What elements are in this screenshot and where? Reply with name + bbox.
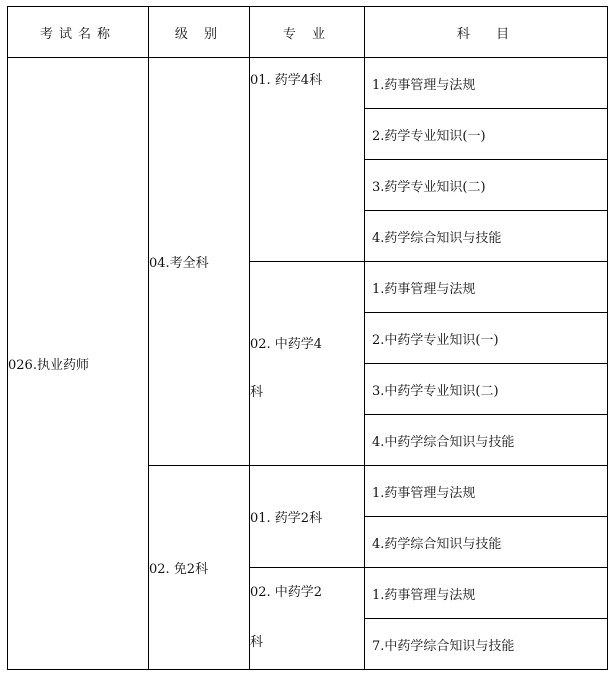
major-cell: [250, 568, 365, 670]
subject-cell: 2.中药学专业知识(一): [365, 313, 608, 364]
subject-cell: 3.中药学专业知识(二): [365, 364, 608, 415]
major-label-line2: 科: [250, 385, 264, 400]
header-exam-name: 考试名称: [8, 7, 149, 58]
table-row: [8, 58, 608, 109]
major-cell: 01. 药学2科: [250, 466, 365, 568]
subject-cell: 7.中药学综合知识与技能: [365, 619, 608, 670]
subject-cell: 4.中药学综合知识与技能: [365, 415, 608, 466]
major-cell: [250, 58, 365, 262]
subject-cell: 4.药学综合知识与技能: [365, 211, 608, 262]
subject-cell: 3.药学专业知识(二): [365, 160, 608, 211]
subject-cell: 1.药事管理与法规: [365, 58, 608, 109]
header-row: [8, 7, 608, 58]
exam-name-cell: 026.执业药师: [8, 58, 149, 670]
major-label: 01. 药学4科: [250, 73, 323, 88]
subject-cell: 1.药事管理与法规: [365, 466, 608, 517]
header-major: 专 业: [250, 7, 365, 58]
subject-cell: 2.药学专业知识(一): [365, 109, 608, 160]
level-cell: 04.考全科: [149, 58, 250, 466]
major-label-line1: 02. 中药学2: [250, 585, 323, 600]
level-cell: 02. 免2科: [149, 466, 250, 670]
subject-cell: 1.药事管理与法规: [365, 262, 608, 313]
exam-subject-table: [7, 6, 608, 670]
header-subject: 科 目: [365, 7, 608, 58]
major-cell: [250, 262, 365, 466]
subject-cell: 4.药学综合知识与技能: [365, 517, 608, 568]
major-label-line1: 02. 中药学4: [250, 337, 323, 352]
subject-cell: 1.药事管理与法规: [365, 568, 608, 619]
header-level: 级 别: [149, 7, 250, 58]
major-label-line2: 科: [250, 635, 264, 650]
